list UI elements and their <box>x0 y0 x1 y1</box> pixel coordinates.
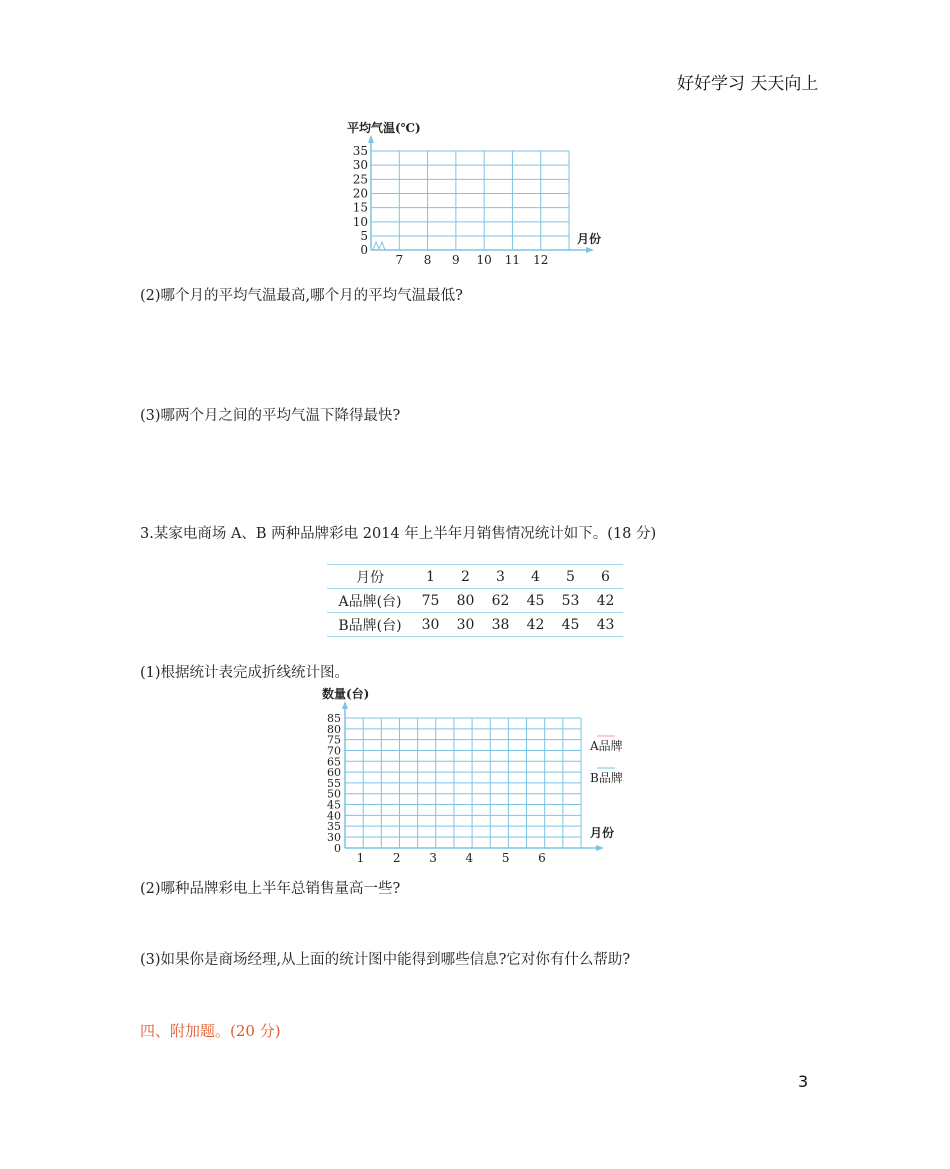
x-tick-label: 6 <box>538 851 546 864</box>
y-tick-label: 35 <box>327 820 341 834</box>
y-tick-label: 5 <box>360 229 368 243</box>
x-tick-label: 12 <box>533 253 549 267</box>
legend-b-label: B品牌 <box>590 771 623 785</box>
x-tick-label: 1 <box>356 851 365 864</box>
x-tick-label: 8 <box>423 253 432 267</box>
question-3-3: (3)如果你是商场经理,从上面的统计图中能得到哪些信息?它对你有什么帮助? <box>140 952 631 968</box>
question-3: 3.某家电商场 A、B 两种品牌彩电 2014 年上半年月销售情况统计如下。(18 分) <box>140 526 657 542</box>
y-tick-label: 10 <box>352 214 368 229</box>
table-cell: 1 <box>413 565 448 589</box>
table-cell: 62 <box>483 589 518 613</box>
x-tick-label: 3 <box>429 851 437 864</box>
temperature-chart-grid <box>340 118 610 272</box>
question-3-1: (1)根据统计表完成折线统计图。 <box>140 665 350 681</box>
y-tick-label: 85 <box>327 712 341 725</box>
chart2-ylabel: 数量(台) <box>322 687 370 701</box>
x-tick-label: 7 <box>395 253 404 267</box>
x-tick-label: 11 <box>504 253 521 267</box>
table-cell: 53 <box>553 589 588 613</box>
y-tick-label: 0 <box>334 842 341 855</box>
y-tick-label: 55 <box>327 776 341 790</box>
x-tick-label: 2 <box>392 851 401 864</box>
table-cell: 3 <box>483 565 518 589</box>
table-cell: 42 <box>518 613 553 637</box>
table-cell: 2 <box>448 565 483 589</box>
y-tick-label: 65 <box>327 755 341 769</box>
question-2-3: (3)哪两个月之间的平均气温下降得最快? <box>140 408 401 424</box>
table-row <box>327 589 623 613</box>
legend-a-label: A品牌 <box>590 739 623 753</box>
x-tick-label: 10 <box>476 253 492 267</box>
y-tick-label: 30 <box>327 831 341 844</box>
table-cell: 75 <box>413 589 448 613</box>
chart2-xlabel: 月份 <box>590 826 615 840</box>
y-tick-label: 60 <box>327 766 341 780</box>
table-cell: 5 <box>553 565 588 589</box>
table-cell: 4 <box>518 565 553 589</box>
table-cell: A品牌(台) <box>327 589 413 613</box>
y-tick-label: 40 <box>327 809 341 823</box>
table-cell: 42 <box>588 589 623 613</box>
table-cell: 30 <box>413 613 448 637</box>
table-cell: 6 <box>588 565 623 589</box>
question-3-2: (2)哪种品牌彩电上半年总销售量高一些? <box>140 881 401 897</box>
y-tick-label: 15 <box>352 200 368 215</box>
section-4-title: 四、附加题。(20 分) <box>140 1022 281 1040</box>
y-tick-label: 70 <box>327 744 341 758</box>
y-tick-label: 20 <box>352 186 368 201</box>
table-cell: 45 <box>518 589 553 613</box>
table-cell: 45 <box>553 613 588 637</box>
y-tick-label: 75 <box>327 733 341 747</box>
table-cell: 30 <box>448 613 483 637</box>
y-tick-label: 30 <box>352 158 368 173</box>
y-tick-label: 45 <box>327 798 341 812</box>
table-row <box>327 613 623 637</box>
table-cell: 38 <box>483 613 518 637</box>
y-tick-label: 80 <box>327 722 341 736</box>
table-cell: B品牌(台) <box>327 613 413 637</box>
chart1-xlabel: 月份 <box>577 232 602 246</box>
table-header-row <box>327 565 623 589</box>
y-tick-label: 25 <box>352 172 368 187</box>
x-tick-label: 4 <box>465 851 474 864</box>
x-tick-label: 9 <box>452 253 460 267</box>
sales-table <box>327 564 623 637</box>
y-tick-label: 35 <box>352 144 368 158</box>
y-tick-label: 50 <box>327 787 341 801</box>
sales-chart-grid <box>315 684 635 868</box>
table-cell: 80 <box>448 589 483 613</box>
question-2-2: (2)哪个月的平均气温最高,哪个月的平均气温最低? <box>140 288 463 304</box>
x-tick-label: 5 <box>501 851 510 864</box>
table-cell: 月份 <box>327 565 413 589</box>
page-number: 3 <box>798 1072 809 1091</box>
chart1-ylabel: 平均气温(℃) <box>347 121 421 135</box>
header-motto: 好好学习 天天向上 <box>677 74 819 94</box>
table-cell: 43 <box>588 613 623 637</box>
y-tick-label: 0 <box>360 243 368 257</box>
